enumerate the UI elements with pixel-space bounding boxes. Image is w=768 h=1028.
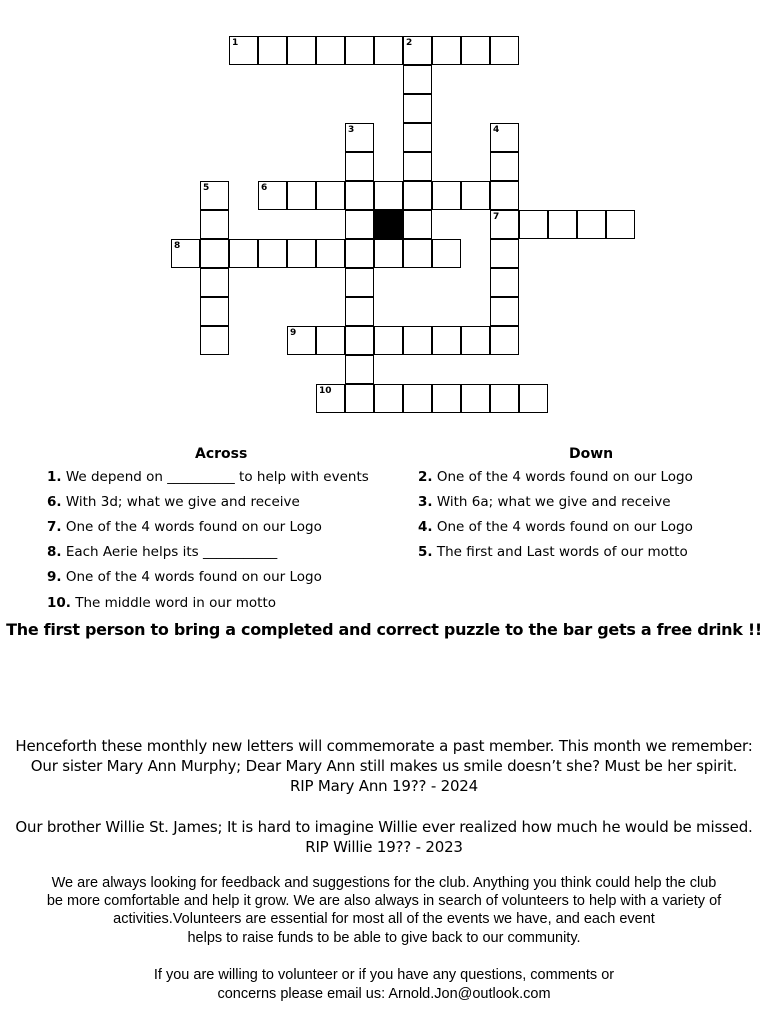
clue-across-9: 9. One of the 4 words found on our Logo [47,569,322,585]
clue-number: 10 [319,386,332,396]
grid-cell[interactable] [345,36,374,65]
grid-cell[interactable] [490,36,519,65]
grid-cell[interactable] [403,123,432,152]
clue-across-10: 10. The middle word in our motto [47,595,276,611]
grid-cell[interactable] [432,36,461,65]
grid-cell[interactable] [461,326,490,355]
grid-cell[interactable] [374,239,403,268]
grid-cell[interactable] [403,94,432,123]
clue-number: 2 [406,38,413,48]
across-heading: Across [195,446,248,462]
grid-cell[interactable] [287,326,316,355]
grid-cell[interactable] [403,239,432,268]
grid-cell[interactable] [316,239,345,268]
grid-cell[interactable] [490,326,519,355]
grid-cell[interactable] [316,181,345,210]
grid-cell[interactable] [403,152,432,181]
feedback-line-4: helps to raise funds to be able to give back to our community. [187,930,581,946]
grid-cell[interactable] [461,384,490,413]
clue-number: 9 [290,328,297,338]
clue-across-8: 8. Each Aerie helps its ___________ [47,544,278,560]
grid-cell[interactable] [461,36,490,65]
clue-number: 8 [174,241,181,251]
feedback-line-3: activities.Volunteers are essential for most all of the events we have, and each event [113,911,655,927]
clue-number: 6 [261,183,268,193]
memorial-mary-rip: RIP Mary Ann 19?? - 2024 [290,777,478,795]
clue-number: 5 [203,183,210,193]
clue-number: 1 [232,38,239,48]
grid-cell[interactable] [374,384,403,413]
grid-cell[interactable] [345,268,374,297]
grid-cell[interactable] [287,181,316,210]
grid-cell[interactable] [345,152,374,181]
clue-across-7: 7. One of the 4 words found on our Logo [47,519,322,535]
grid-cell[interactable] [490,210,519,239]
grid-cell[interactable] [432,181,461,210]
feedback-line-2: be more comfortable and help it grow. We are also always in search of volunteers to help with a variety of [46,893,722,909]
contact-line-1: If you are willing to volunteer or if you have any questions, comments or [153,967,615,983]
clue-number: 7 [493,212,500,222]
grid-cell[interactable] [490,384,519,413]
grid-cell[interactable] [200,210,229,239]
grid-cell[interactable] [490,123,519,152]
grid-cell[interactable] [490,297,519,326]
grid-cell[interactable] [258,181,287,210]
grid-cell[interactable] [345,181,374,210]
grid-cell[interactable] [345,123,374,152]
grid-cell[interactable] [229,36,258,65]
clue-across-1: 1. We depend on __________ to help with events [47,469,369,485]
clue-down-3: 3. With 6a; what we give and receive [418,494,671,510]
grid-cell[interactable] [229,239,258,268]
prize-announcement: The first person to bring a completed and correct puzzle to the bar gets a free drink !! [6,620,762,639]
memorial-willie-rip: RIP Willie 19?? - 2023 [305,838,463,856]
grid-cell[interactable] [287,36,316,65]
grid-cell[interactable] [432,384,461,413]
grid-cell[interactable] [606,210,635,239]
grid-cell[interactable] [374,36,403,65]
grid-cell[interactable] [345,210,374,239]
grid-cell[interactable] [345,326,374,355]
grid-cell[interactable] [403,36,432,65]
grid-cell[interactable] [403,326,432,355]
grid-cell[interactable] [403,210,432,239]
clue-across-6: 6. With 3d; what we give and receive [47,494,300,510]
memorial-mary-line: Our sister Mary Ann Murphy; Dear Mary Ann still makes us smile doesn’t she? Must be her spirit. [30,757,738,775]
grid-cell[interactable] [287,239,316,268]
grid-cell[interactable] [200,181,229,210]
clue-down-5: 5. The first and Last words of our motto [418,544,688,560]
grid-cell[interactable] [345,355,374,384]
grid-cell[interactable] [345,239,374,268]
grid-cell[interactable] [490,239,519,268]
grid-cell[interactable] [345,384,374,413]
grid-cell[interactable] [200,326,229,355]
grid-cell[interactable] [258,36,287,65]
grid-cell[interactable] [345,297,374,326]
grid-cell[interactable] [577,210,606,239]
grid-cell[interactable] [374,181,403,210]
grid-cell[interactable] [200,297,229,326]
grid-cell[interactable] [490,152,519,181]
grid-cell[interactable] [548,210,577,239]
grid-cell[interactable] [316,36,345,65]
crossword-grid [0,0,768,420]
grid-cell-blocked [374,210,403,239]
grid-cell[interactable] [432,326,461,355]
grid-cell[interactable] [200,239,229,268]
grid-cell[interactable] [316,384,345,413]
clue-down-2: 2. One of the 4 words found on our Logo [418,469,693,485]
memorial-willie-line: Our brother Willie St. James; It is hard to imagine Willie ever realized how much he would be missed. [15,818,753,836]
feedback-line-1: We are always looking for feedback and suggestions for the club. Anything you think could help the club [51,875,717,891]
clue-number: 4 [493,125,500,135]
grid-cell[interactable] [519,384,548,413]
grid-cell[interactable] [316,326,345,355]
clue-down-4: 4. One of the 4 words found on our Logo [418,519,693,535]
grid-cell[interactable] [432,239,461,268]
grid-cell[interactable] [490,181,519,210]
grid-cell[interactable] [374,326,403,355]
grid-cell[interactable] [403,384,432,413]
grid-cell[interactable] [171,239,200,268]
contact-line-2: concerns please email us: Arnold.Jon@outlook.com [217,986,551,1002]
grid-cell[interactable] [519,210,548,239]
grid-cell[interactable] [200,268,229,297]
grid-cell[interactable] [403,65,432,94]
grid-cell[interactable] [490,268,519,297]
clue-number: 3 [348,125,355,135]
memorial-intro: Henceforth these monthly new letters will commemorate a past member. This month we remember: [15,737,753,755]
grid-cell[interactable] [258,239,287,268]
down-heading: Down [569,446,614,462]
grid-cell[interactable] [403,181,432,210]
grid-cell[interactable] [461,181,490,210]
